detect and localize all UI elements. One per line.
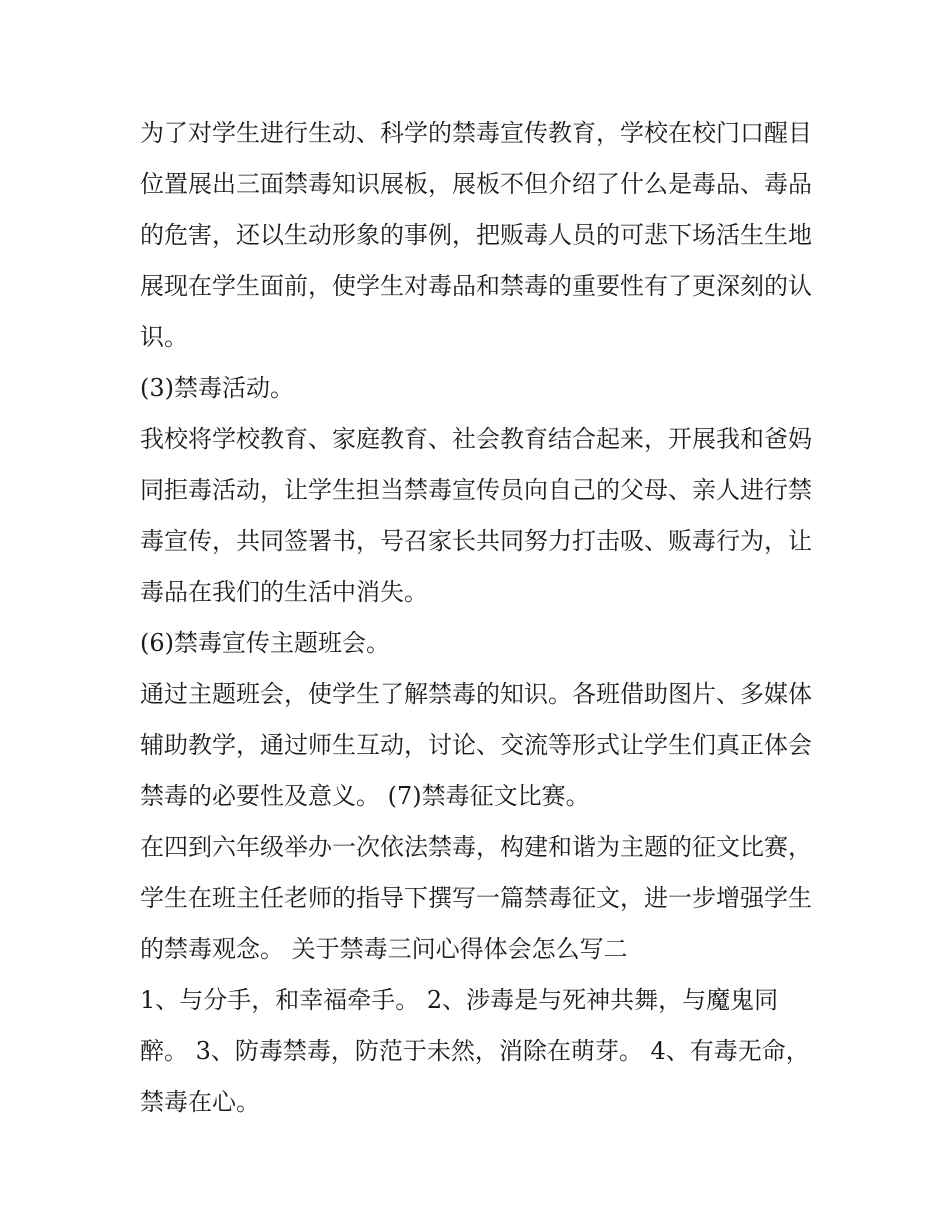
paragraph-family-activity: 我校将学校教育、家庭教育、社会教育结合起来，开展我和爸妈同拒毒活动，让学生担当禁毒宣传员向自己的父母、亲人进行禁毒宣传，共同签署书，号召家长共同努力打击吸、贩毒行为，让毒品在我们的生活中消失。 xyxy=(140,425,812,606)
paragraph-essay-contest: 在四到六年级举办一次依法禁毒，构建和谐为主题的征文比赛，学生在班主任老师的指导下撰写一篇禁毒征文，进一步增强学生的禁毒观念。 关于禁毒三问心得体会怎么写二 xyxy=(140,833,812,963)
document-body xyxy=(140,108,820,1128)
paragraph-slogans: 1、与分手，和幸福牵手。 2、涉毒是与死神共舞，与魔鬼同醉。 3、防毒禁毒，防范于未然，消除在萌芽。 4、有毒无命，禁毒在心。 xyxy=(140,986,810,1116)
paragraph-class-meeting: 通过主题班会，使学生了解禁毒的知识。各班借助图片、多媒体辅助教学，通过师生互动，讨论、交流等形式让学生们真正体会禁毒的必要性及意义。 (7)禁毒征文比赛。 xyxy=(140,680,812,810)
paragraph-exhibition-boards: 为了对学生进行生动、科学的禁毒宣传教育，学校在校门口醒目位置展出三面禁毒知识展板，展板不但介绍了什么是毒品、毒品的危害，还以生动形象的事例，把贩毒人员的可悲下场活生生地展现在学生面前，使学生对毒品和禁毒的重要性有了更深刻的认识。 xyxy=(140,119,812,351)
heading-theme-class-meeting: (6)禁毒宣传主题班会。 xyxy=(140,629,390,657)
heading-anti-drug-activities: (3)禁毒活动。 xyxy=(140,374,294,402)
